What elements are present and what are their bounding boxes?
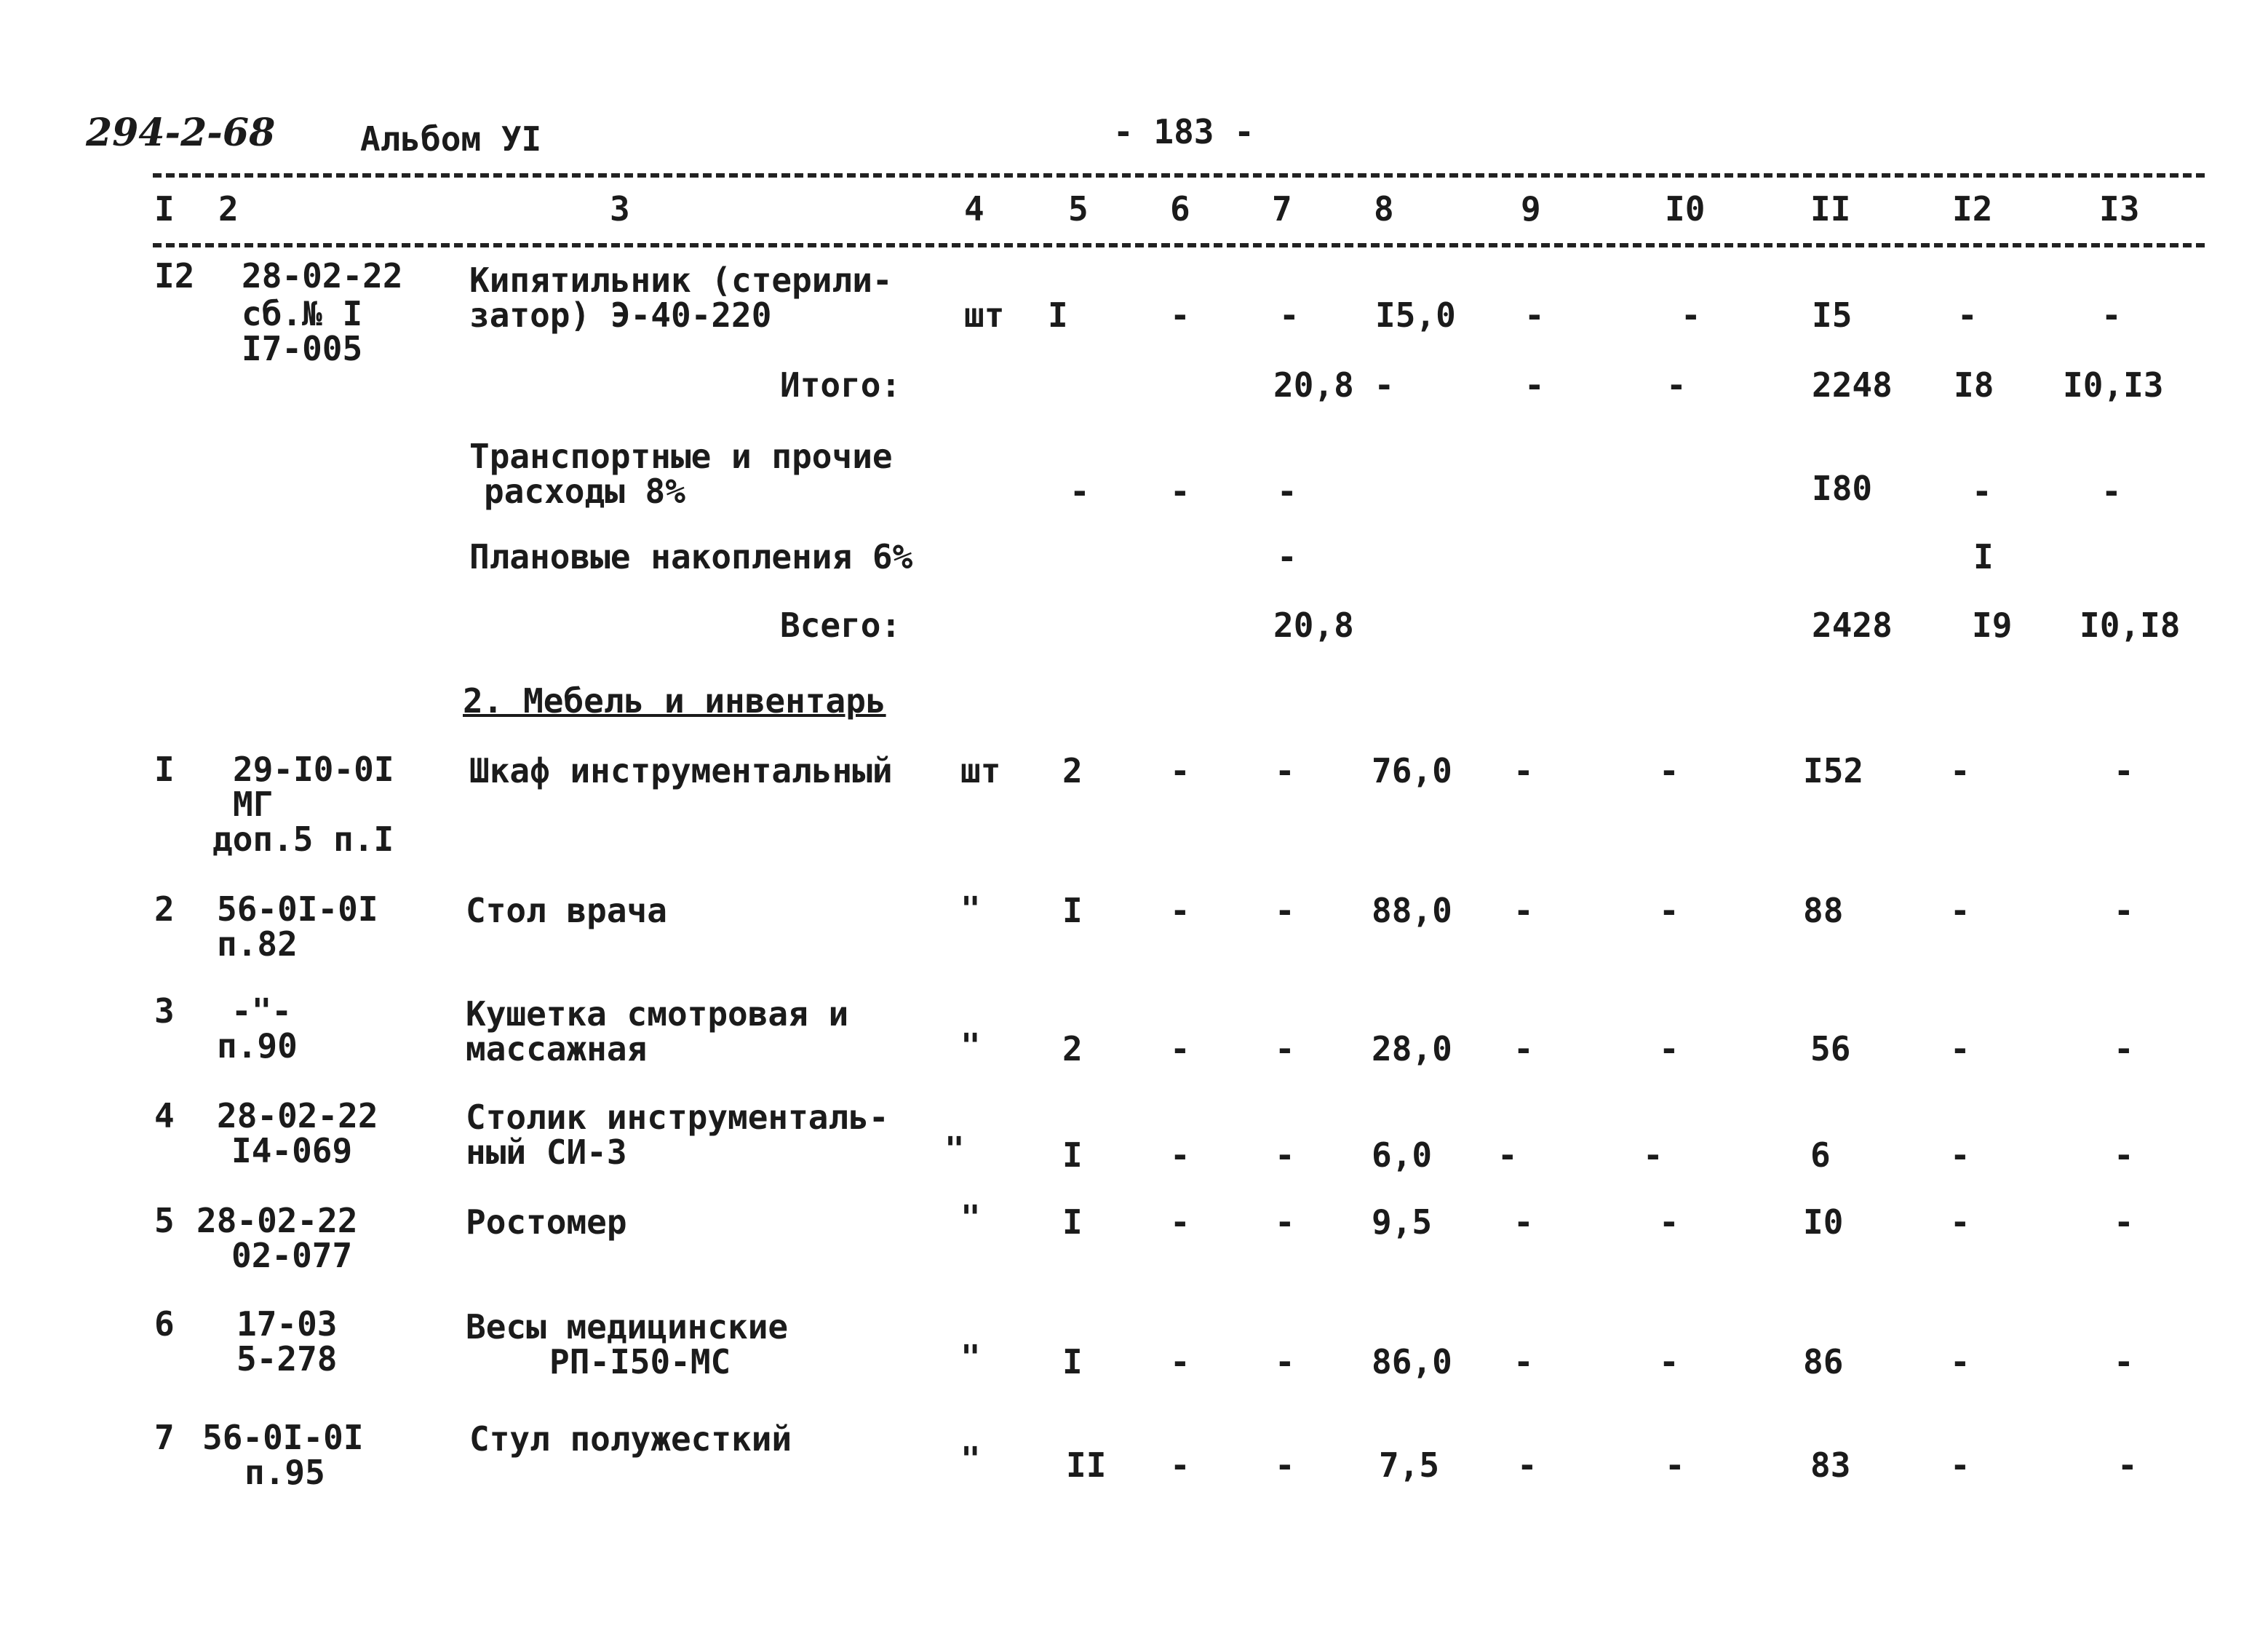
row-col7: -: [1275, 1342, 1295, 1381]
row-unit: ": [960, 1338, 981, 1377]
row-name-line: затор) Э-40-220: [469, 296, 772, 335]
header-rule-bottom: [153, 243, 2205, 247]
page-number: - 183 -: [1113, 112, 1254, 151]
row-unit: шт: [964, 296, 1005, 335]
row-qty: I: [1062, 891, 1083, 930]
row-code-line: п.95: [244, 1453, 325, 1492]
row-col8: 28,0: [1372, 1029, 1452, 1068]
row-name-line: Ростомер: [466, 1202, 627, 1242]
row-unit: ": [960, 1440, 981, 1479]
row-name-line: Кипятильник (стерили-: [469, 261, 893, 300]
row-col13: -: [2114, 751, 2134, 790]
row-col10: -: [1659, 891, 1679, 930]
row-col12: -: [1950, 1029, 1970, 1068]
row-unit: ": [960, 889, 981, 929]
col-header-2: 2: [218, 189, 239, 229]
total-col7: 20,8: [1273, 606, 1354, 645]
row-code-line: 17-03: [236, 1304, 338, 1344]
row-number: 4: [154, 1096, 175, 1135]
row-col8: 6,0: [1372, 1135, 1433, 1175]
row-col13: -: [2114, 1342, 2134, 1381]
row-name-line: Стол врача: [466, 891, 667, 930]
row-code-line: 28-02-22: [196, 1201, 358, 1240]
row-col11: 56: [1810, 1029, 1851, 1068]
transport-col5: -: [1070, 472, 1090, 511]
subtotal-col11: 2248: [1812, 365, 1893, 405]
col-header-1: I: [154, 189, 175, 229]
total-col12: I9: [1972, 606, 2013, 645]
transport-col11: I80: [1812, 469, 1873, 508]
row-col13: -: [2114, 1202, 2134, 1242]
row-code-line: 29-I0-0I: [233, 750, 394, 789]
row-number: 6: [154, 1304, 175, 1344]
row-unit: ": [944, 1130, 965, 1169]
row-name-line: Кушетка смотровая и: [466, 994, 849, 1034]
subtotal-col7: 20,8 -: [1273, 365, 1395, 405]
row-col10: -: [1665, 1445, 1685, 1485]
row-code-line: п.90: [217, 1026, 298, 1066]
row-col9: -: [1513, 1029, 1534, 1068]
subtotal-col13: I0,I3: [2063, 365, 2164, 405]
row-col10: -: [1681, 296, 1701, 335]
row-col6: -: [1170, 1029, 1190, 1068]
row-qty: I: [1062, 1342, 1083, 1381]
row-code-line: 56-0I-0I: [202, 1418, 364, 1457]
row-col11: 83: [1810, 1445, 1851, 1485]
row-qty: I: [1062, 1202, 1083, 1242]
row-col8: 7,5: [1379, 1445, 1440, 1485]
row-qty: II: [1066, 1445, 1107, 1485]
row-col10: -: [1659, 751, 1679, 790]
col-header-11: II: [1810, 189, 1851, 229]
row-name-line: Шкаф инструментальный: [469, 751, 893, 790]
row-col13: -: [2114, 891, 2134, 930]
row-col10: -: [1643, 1135, 1663, 1175]
row-col12: -: [1950, 1342, 1970, 1381]
row-col11: I0: [1803, 1202, 1844, 1242]
plan-label: Плановые накопления 6%: [469, 537, 913, 576]
transport-label-line: расходы 8%: [484, 472, 685, 511]
row-col9: -: [1513, 891, 1534, 930]
row-code-line: -"-: [231, 991, 293, 1031]
row-col13: -: [2101, 296, 2122, 335]
row-number: I: [154, 750, 175, 789]
col-header-8: 8: [1374, 189, 1394, 229]
row-number: 2: [154, 889, 175, 929]
col-header-7: 7: [1272, 189, 1292, 229]
row-qty: 2: [1062, 751, 1083, 790]
row-col6: -: [1170, 751, 1190, 790]
col-header-5: 5: [1068, 189, 1089, 229]
row-col11: 6: [1810, 1135, 1831, 1175]
row-col9: -: [1513, 751, 1534, 790]
row-name-line: Стул полужесткий: [469, 1419, 792, 1459]
total-col11: 2428: [1812, 606, 1893, 645]
row-col12: -: [1957, 296, 1978, 335]
row-qty: I: [1062, 1135, 1083, 1175]
subtotal-col9: -: [1524, 365, 1545, 405]
plan-col7: -: [1277, 537, 1297, 576]
row-number: 3: [154, 991, 175, 1031]
row-col12: -: [1950, 751, 1970, 790]
row-code-line: п.82: [217, 924, 298, 964]
transport-col13: -: [2101, 472, 2122, 511]
row-name-line: ный СИ-3: [466, 1133, 627, 1172]
row-code-line: 28-02-22: [242, 256, 403, 296]
row-name-line: массажная: [466, 1029, 648, 1068]
col-header-4: 4: [964, 189, 984, 229]
row-code-line: 28-02-22: [217, 1096, 378, 1135]
row-col6: -: [1170, 1135, 1190, 1175]
row-col7: -: [1275, 1135, 1295, 1175]
section-title: 2. Мебель и инвентарь: [463, 681, 886, 721]
col-header-10: I0: [1665, 189, 1706, 229]
row-name-line: РП-I50-МС: [549, 1342, 731, 1381]
header-rule-top: [153, 173, 2205, 178]
row-code-line: 56-0I-0I: [217, 889, 378, 929]
row-col7: -: [1275, 1202, 1295, 1242]
row-col7: -: [1275, 1029, 1295, 1068]
row-col9: -: [1497, 1135, 1518, 1175]
row-col7: -: [1275, 751, 1295, 790]
col-header-6: 6: [1170, 189, 1190, 229]
row-col6: -: [1170, 1202, 1190, 1242]
row-col13: -: [2117, 1445, 2138, 1485]
document-number: 294-2-68: [86, 111, 276, 155]
row-col9: -: [1513, 1342, 1534, 1381]
row-col6: -: [1170, 891, 1190, 930]
plan-col12: I: [1973, 537, 1994, 576]
col-header-12: I2: [1952, 189, 1993, 229]
row-code-line: 5-278: [236, 1339, 338, 1379]
row-col13: -: [2114, 1135, 2134, 1175]
row-col11: 88: [1803, 891, 1844, 930]
col-header-3: 3: [610, 189, 630, 229]
total-col13: I0,I8: [2080, 606, 2181, 645]
album-label: Альбом УI: [360, 119, 542, 159]
row-col6: -: [1170, 296, 1190, 335]
transport-col6: -: [1170, 472, 1190, 511]
row-unit: ": [960, 1026, 981, 1066]
row-col11: I5: [1812, 296, 1853, 335]
row-col9: -: [1513, 1202, 1534, 1242]
row-code-line: сб.№ I: [242, 294, 363, 333]
row-number: 5: [154, 1201, 175, 1240]
row-qty: 2: [1062, 1029, 1083, 1068]
row-number: 7: [154, 1418, 175, 1457]
transport-col7: -: [1277, 472, 1297, 511]
row-col11: 86: [1803, 1342, 1844, 1381]
row-code-line: доп.5 п.I: [212, 820, 394, 859]
row-col8: 88,0: [1372, 891, 1452, 930]
row-col9: -: [1524, 296, 1545, 335]
row-number: I2: [154, 256, 195, 296]
row-name-line: Столик инструменталь-: [466, 1098, 889, 1137]
row-col6: -: [1170, 1445, 1190, 1485]
col-header-13: I3: [2099, 189, 2140, 229]
row-code-line: I7-005: [242, 329, 363, 368]
row-col8: 76,0: [1372, 751, 1452, 790]
row-col11: I52: [1803, 751, 1864, 790]
row-col12: -: [1950, 1202, 1970, 1242]
row-code-line: I4-069: [231, 1131, 353, 1170]
row-unit: шт: [960, 751, 1001, 790]
row-col12: -: [1950, 1445, 1970, 1485]
row-col9: -: [1517, 1445, 1537, 1485]
row-code-line: МГ: [233, 785, 274, 824]
row-code-line: 02-077: [231, 1236, 353, 1275]
transport-col12: -: [1972, 472, 1992, 511]
subtotal-col10: -: [1666, 365, 1687, 405]
row-col13: -: [2114, 1029, 2134, 1068]
row-col7: -: [1275, 1445, 1295, 1485]
row-col7: -: [1275, 891, 1295, 930]
row-col10: -: [1659, 1202, 1679, 1242]
row-col12: -: [1950, 1135, 1970, 1175]
row-col6: -: [1170, 1342, 1190, 1381]
row-qty: I: [1048, 296, 1068, 335]
row-col8: 86,0: [1372, 1342, 1452, 1381]
row-col10: -: [1659, 1342, 1679, 1381]
row-col8: I5,0: [1375, 296, 1456, 335]
row-col10: -: [1659, 1029, 1679, 1068]
row-name-line: Весы медицинские: [466, 1307, 789, 1346]
transport-label-line: Транспортные и прочие: [469, 437, 893, 476]
subtotal-col12: I8: [1954, 365, 1994, 405]
row-col8: 9,5: [1372, 1202, 1433, 1242]
subtotal-label: Итого:: [780, 365, 902, 405]
row-col12: -: [1950, 891, 1970, 930]
total-label: Всего:: [780, 606, 902, 645]
row-unit: ": [960, 1198, 981, 1237]
col-header-9: 9: [1521, 189, 1541, 229]
row-col7: -: [1279, 296, 1300, 335]
